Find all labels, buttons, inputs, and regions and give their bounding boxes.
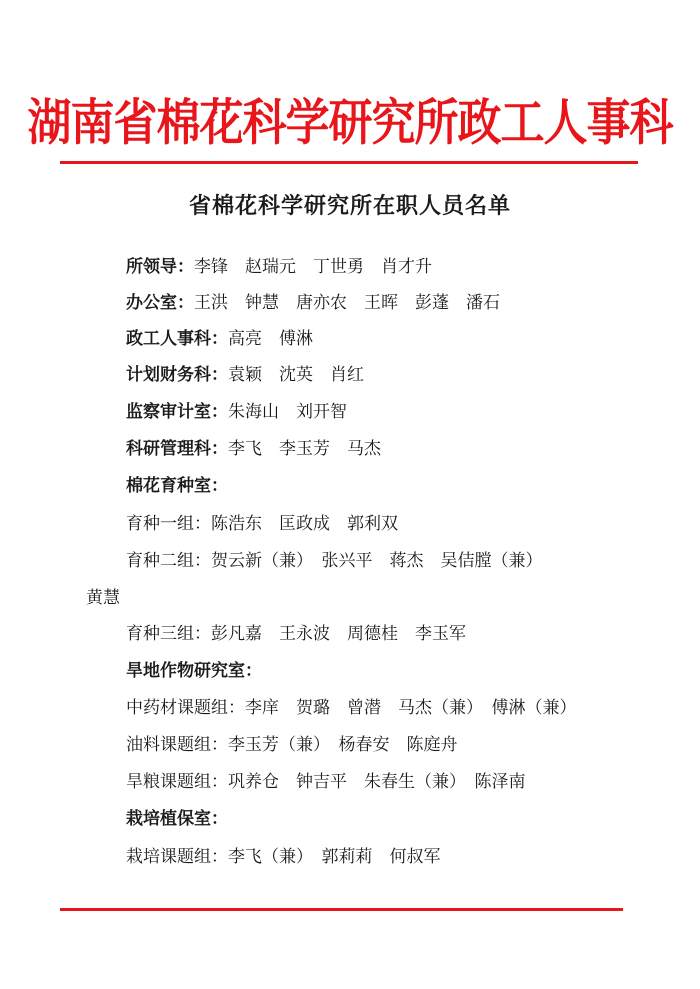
row-names: 陈浩东 匡政成 郭利双	[211, 514, 398, 534]
row-personnel	[126, 327, 313, 351]
row-breeding-group-3	[126, 622, 466, 646]
row-cotton-breeding	[126, 474, 228, 498]
row-audit	[126, 400, 347, 424]
row-herbal-group	[126, 696, 577, 720]
row-names: 贺云新（兼） 张兴平 蒋杰 吴佶膛（兼）	[211, 551, 543, 571]
row-label: 油料课题组：	[126, 735, 228, 755]
row-label: 育种二组：	[126, 551, 211, 571]
row-label: 栽培课题组：	[126, 847, 228, 867]
footer-red-rule	[60, 908, 623, 911]
row-label: 旱地作物研究室：	[126, 661, 262, 681]
row-breeding-group-1	[126, 512, 398, 536]
row-label: 旱粮课题组：	[126, 772, 228, 792]
row-cultivation-group	[126, 845, 441, 869]
row-names: 黄慧	[86, 588, 120, 608]
row-label: 办公室：	[126, 293, 194, 313]
row-label: 中药材课题组：	[126, 698, 245, 718]
row-oil-group	[126, 733, 458, 757]
row-label: 育种三组：	[126, 624, 211, 644]
row-breeding-group-2-cont	[86, 586, 120, 610]
row-grain-group	[126, 770, 526, 794]
row-cultivation-plant-protection	[126, 807, 228, 831]
row-breeding-group-2	[126, 549, 543, 573]
row-research-mgmt	[126, 437, 381, 461]
row-finance	[126, 363, 364, 387]
row-names: 李飞 李玉芳 马杰	[228, 439, 381, 459]
row-names: 王洪 钟慧 唐亦农 王晖 彭蓬 潘石	[194, 293, 500, 313]
row-label: 棉花育种室：	[126, 476, 228, 496]
org-header-title: 湖南省棉花科学研究所政工人事科	[27, 94, 673, 152]
row-names: 李锋 赵瑞元 丁世勇 肖才升	[194, 257, 432, 277]
row-label: 计划财务科：	[126, 365, 228, 385]
row-label: 栽培植保室：	[126, 809, 228, 829]
row-names: 李飞（兼） 郭莉莉 何叔军	[228, 847, 441, 867]
row-label: 政工人事科：	[126, 329, 228, 349]
header-red-rule	[60, 161, 638, 164]
row-names: 高亮 傅淋	[228, 329, 313, 349]
row-names: 彭凡嘉 王永波 周德桂 李玉军	[211, 624, 466, 644]
row-label: 科研管理科：	[126, 439, 228, 459]
row-label: 育种一组：	[126, 514, 211, 534]
row-names: 巩养仓 钟吉平 朱春生（兼） 陈泽南	[228, 772, 526, 792]
row-names: 袁颖 沈英 肖红	[228, 365, 364, 385]
row-leadership	[126, 255, 432, 279]
row-names: 朱海山 刘开智	[228, 402, 347, 422]
row-dryland-crops	[126, 659, 262, 683]
row-office	[126, 291, 500, 315]
document-title: 省棉花科学研究所在职人员名单	[188, 194, 511, 219]
row-names: 李庠 贺璐 曾潜 马杰（兼） 傅淋（兼）	[245, 698, 577, 718]
row-label: 监察审计室：	[126, 402, 228, 422]
row-label: 所领导：	[126, 257, 194, 277]
row-names: 李玉芳（兼） 杨春安 陈庭舟	[228, 735, 458, 755]
